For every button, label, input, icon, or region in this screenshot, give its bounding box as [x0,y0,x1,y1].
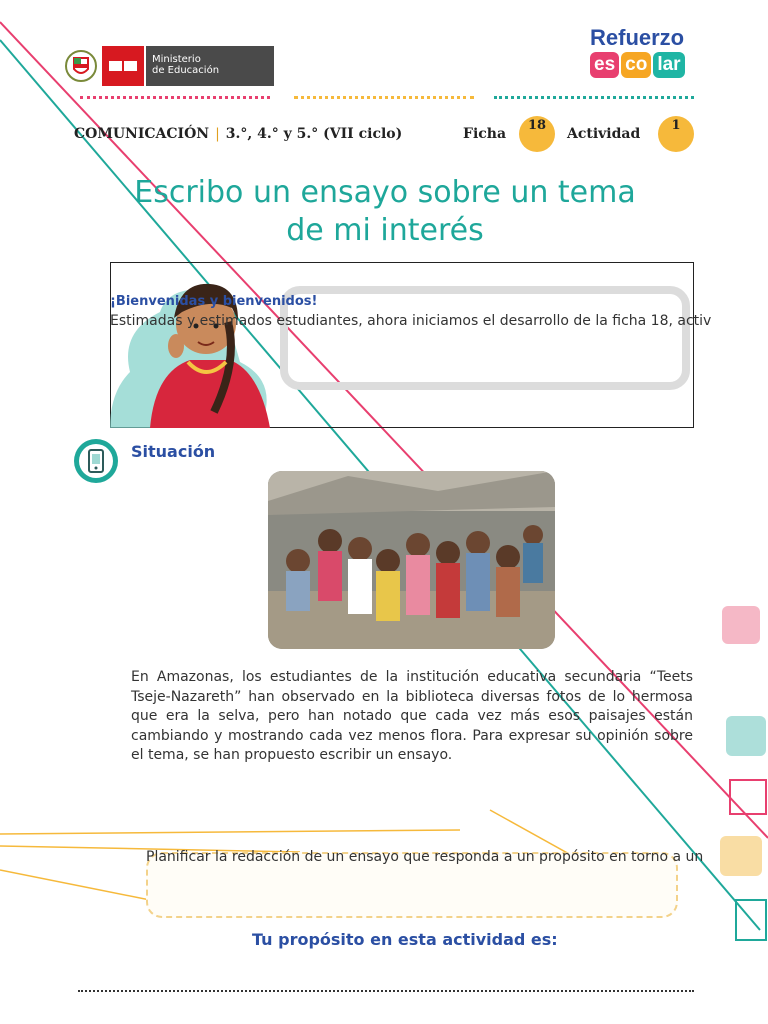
divider-dots-pink [80,96,270,103]
puzzle-piece-teal [726,716,766,756]
students-photo [268,471,555,649]
divider-dots-teal [494,96,694,103]
course-line [74,126,402,142]
speech-bubble-frame [280,286,690,390]
subject: COMUNICACIÓN [74,126,210,142]
separator: | [215,126,220,142]
activity-label: Actividad [567,126,641,142]
puzzle-piece-pink [722,606,760,644]
puzzle-outline-pink [730,780,766,814]
situation-paragraph: En Amazonas, los estudiantes de la institución educativa secundaria “Teets Tseje-Nazareth” han observado en la biblioteca diversas fotos de lo hermosa que era la selva, pero han notado que cada vez más esos paisajes están cambiando y mostrando cada vez menos flora. Para expresar su opinión sobre el tema, se han propuesto escribir un ensayo. [131,669,693,764]
divider-dots-yellow [294,96,474,103]
yellow-line-3 [0,870,150,900]
coat-of-arms-icon [64,49,98,83]
welcome-heading: ¡Bienvenidas y bienvenidos! [110,294,318,309]
refuerzo-escolar-logo [590,26,700,78]
ficha-number-badge: 18 [519,116,555,152]
activity-number-badge: 1 [658,116,694,152]
yellow-line-1 [0,830,460,834]
welcome-text: Estimadas y estimados estudiantes, ahora iniciamos el desarrollo de la ficha 18, activ [110,313,712,329]
ministry-logo [64,46,274,86]
ministry-name: Ministerio de Educación [146,46,274,86]
tablet-icon [73,438,119,484]
purpose-text: Planificar la redacción de un ensayo que responda a un propósito en torno a un [146,849,704,865]
ficha-label: Ficha [463,126,507,142]
logo-word-escolar: es co lar [590,52,700,78]
grades: 3.°, 4.° y 5.° (VII ciclo) [225,126,403,142]
bottom-divider [78,990,694,992]
student-illustration [110,262,290,428]
purpose-label: Tu propósito en esta actividad es: [252,930,558,949]
peru-flag-mark [102,46,144,86]
logo-word-refuerzo: Refuerzo [590,25,685,50]
situation-label: Situación [131,442,216,461]
page-title: Escribo un ensayo sobre un tema de mi interés [134,175,636,248]
